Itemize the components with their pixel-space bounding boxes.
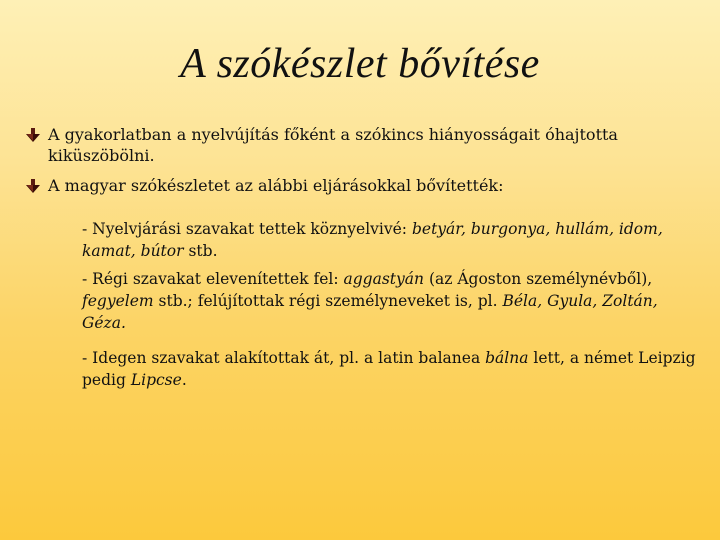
arrow-down-bullet-icon	[26, 179, 40, 193]
sub-text: lett, a német Leipzig pedig	[82, 349, 696, 389]
sub-text: - Régi szavakat elevenítettek fel:	[82, 270, 344, 288]
sub-text: stb.; felújítottak régi személyneveket is, pl.	[153, 292, 503, 310]
bullet-text: A magyar szókészletet az alábbi eljárásokkal bővítették:	[48, 176, 504, 195]
sub-item-dialect-words	[82, 218, 702, 262]
arrow-down-bullet-icon	[26, 128, 40, 142]
sub-item-old-words	[82, 268, 702, 334]
example-words: bálna	[485, 349, 529, 367]
example-words: betyár, burgonya, hullám, idom, kamat, bútor	[82, 220, 663, 260]
sub-text: .	[181, 371, 187, 389]
slide-title: A szókészlet bővítése	[180, 41, 540, 87]
bullet-item	[26, 124, 618, 166]
example-words: aggastyán	[343, 270, 425, 288]
bullet-text: A gyakorlatban a nyelvújítás főként a szókincs hiányosságait óhajtotta kiküszöbölni.	[48, 125, 618, 165]
sub-text: - Idegen szavakat alakítottak át, pl. a latin balanea	[82, 349, 486, 367]
bullet-item	[26, 175, 556, 196]
sub-text: stb.	[183, 242, 218, 260]
sub-text: - Nyelvjárási szavakat tettek köznyelvivé:	[82, 220, 412, 238]
sub-item-foreign-words	[82, 347, 702, 391]
example-words: fegyelem	[82, 292, 154, 310]
example-words: Béla, Gyula, Zoltán, Géza.	[82, 292, 658, 332]
sub-text: (az Ágoston személynévből),	[424, 270, 653, 288]
example-words: Lipcse	[130, 371, 182, 389]
